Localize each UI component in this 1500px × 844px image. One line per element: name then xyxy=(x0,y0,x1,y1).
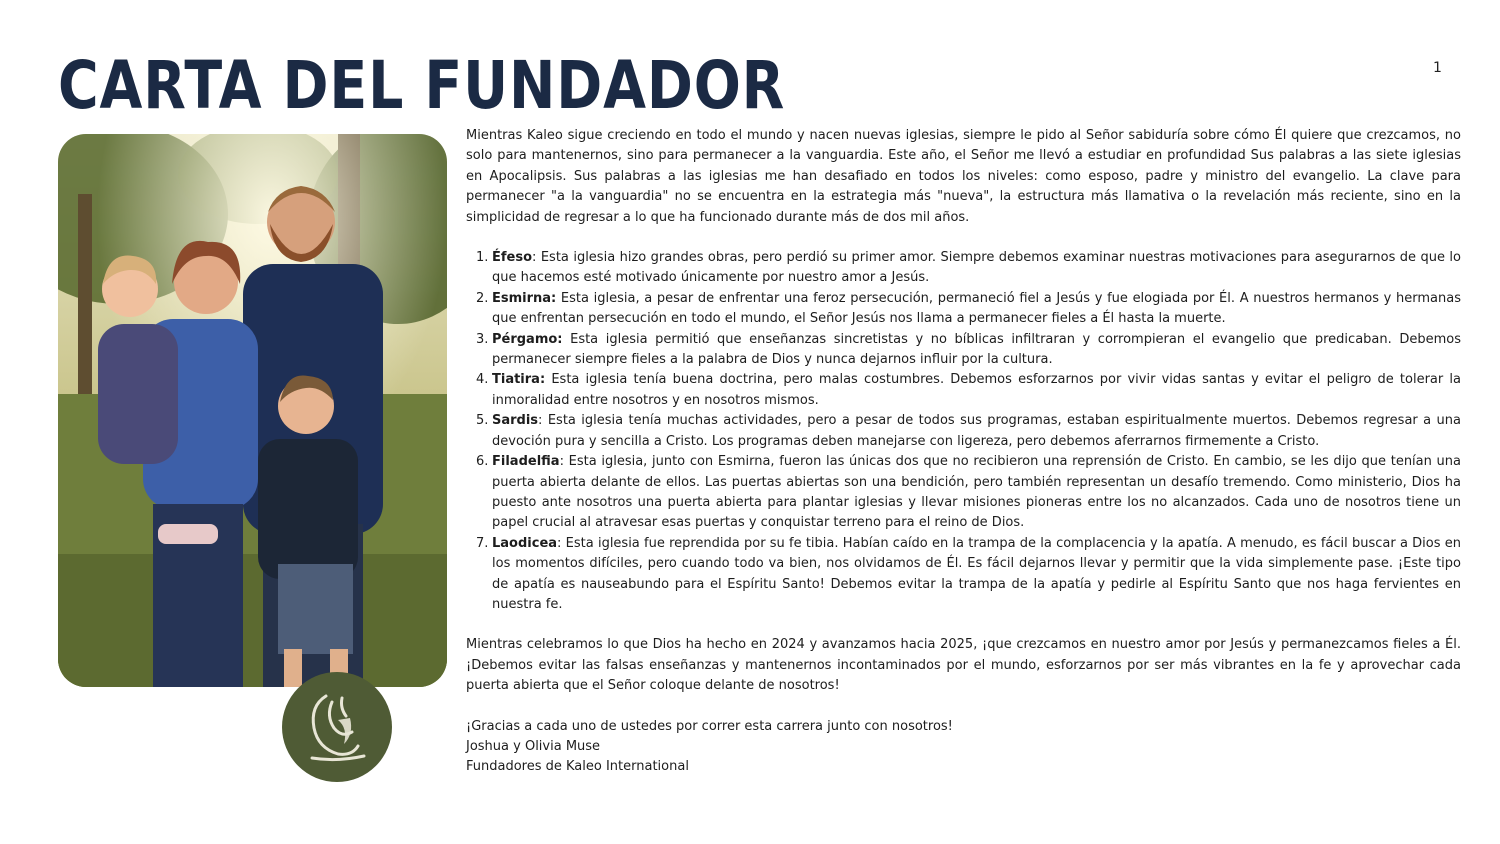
family-photo xyxy=(58,134,447,687)
list-item: 7. Laodicea: Esta iglesia fue reprendida por su fe tibia. Habían caído en la trampa de la complacencia y la apatía. A menudo, es fácil buscar a Dios en los momentos difíciles, pero cuando todo va bien, nos olvidamos de Él. Es fácil dejarnos llevar y permitir que la vida simplemente pase. ¡Este tipo de apatía es nauseabundo para el Espíritu Santo! Debemos evitar la trampa de la apatía y pedirle al Espíritu Santo que nos haga fervientes en nuestra fe. xyxy=(476,535,1461,612)
churches-list xyxy=(466,248,1461,615)
list-item: 1. Éfeso: Esta iglesia hizo grandes obras, pero perdió su primer amor. Siempre debemos examinar nuestras motivaciones para asegurarnos de que lo que hacemos esté motivado únicamente por nuestro amor a Jesús. xyxy=(476,250,1461,286)
list-item: 6. Filadelfia: Esta iglesia, junto con Esmirna, fueron las únicas dos que no recibieron una reprensión de Cristo. En cambio, se les dijo que tenían una puerta abierta delante de ellos. Las puertas abiertas son una bendición, pero también representan un desafío tremendo. Como ministerio, Dios ha puesto ante nosotros una puerta abierta para plantar iglesias y llevar misiones pioneras entre los no alcanzados. Cada uno de nosotros tiene un papel crucial al atravesar esas puertas y conquistar terreno para el reino de Dios. xyxy=(476,454,1461,531)
list-item: 4. Tiatira: Esta iglesia tenía buena doctrina, pero malas costumbres. Debemos esforzarnos por vivir vidas santas y evitar el peligro de tolerar la inmoralidad entre nosotros y en nosotros mismos. xyxy=(476,372,1461,408)
list-item: 2. Esmirna: Esta iglesia, a pesar de enfrentar una feroz persecución, permaneció fiel a Jesús y fue elogiada por Él. A nuestros hermanos y hermanas que enfrentan persecución en todo el mundo, el Señor Jesús nos llama a permanecer fieles a Él hasta la muerte. xyxy=(476,290,1461,327)
signature-role: Fundadores de Kaleo International xyxy=(466,759,689,775)
page-title: CARTA DEL FUNDADOR xyxy=(58,47,786,124)
letter-body xyxy=(466,126,1461,778)
list-item: 3. Pérgamo: Esta iglesia permitió que enseñanzas sincretistas y no bíblicas infiltraran y corrompieran el evangelio que predicaban. Debemos permanecer siempre fieles a la palabra de Dios y nunca dejarnos influir por la cultura. xyxy=(476,331,1461,368)
letter-intro: Mientras Kaleo sigue creciendo en todo el mundo y nacen nuevas iglesias, siempre le pido al Señor sabiduría sobre cómo Él quiere que crezcamos, no solo para mantenernos, sino para permanecer a la vanguardia. Este año, el Señor me llevó a estudiar en profundidad Sus palabras a las siete iglesias en Apocalipsis. Sus palabras a las iglesias me han desafiado en todos los niveles: como esposo, padre y ministro del evangelio. La clave para permanecer "a la vanguardia" no se encuentra en la estrategia más "nueva", la estructura más llamativa o la revelación más reciente, sino en la simplicidad de regresar a lo que ha funcionado durante más de dos mil años. xyxy=(466,128,1461,225)
flame-logo-icon xyxy=(282,672,392,782)
page-number: 1 xyxy=(1433,60,1442,76)
signature-block xyxy=(466,717,1461,778)
signature-names: Joshua y Olivia Muse xyxy=(466,738,601,754)
thanks-line: ¡Gracias a cada uno de ustedes por correr esta carrera junto con nosotros! xyxy=(466,718,953,734)
letter-closing: Mientras celebramos lo que Dios ha hecho en 2024 y avanzamos hacia 2025, ¡que crezcamos en nuestro amor por Jesús y permanezcamos fieles a Él. ¡Debemos evitar las falsas enseñanzas y mantenernos incontaminados por el mundo, esforzarnos por ser más vibrantes en la fe y aprovechar cada puerta abierta que el Señor coloque delante de nosotros! xyxy=(466,637,1461,694)
list-item: 5. Sardis: Esta iglesia tenía muchas actividades, pero a pesar de todos sus programas, estaban espiritualmente muertos. Debemos regresar a una devoción pura y sencilla a Cristo. Los programas deben manejarse con ligereza, pero debemos aferrarnos firmemente a Cristo. xyxy=(476,413,1461,449)
